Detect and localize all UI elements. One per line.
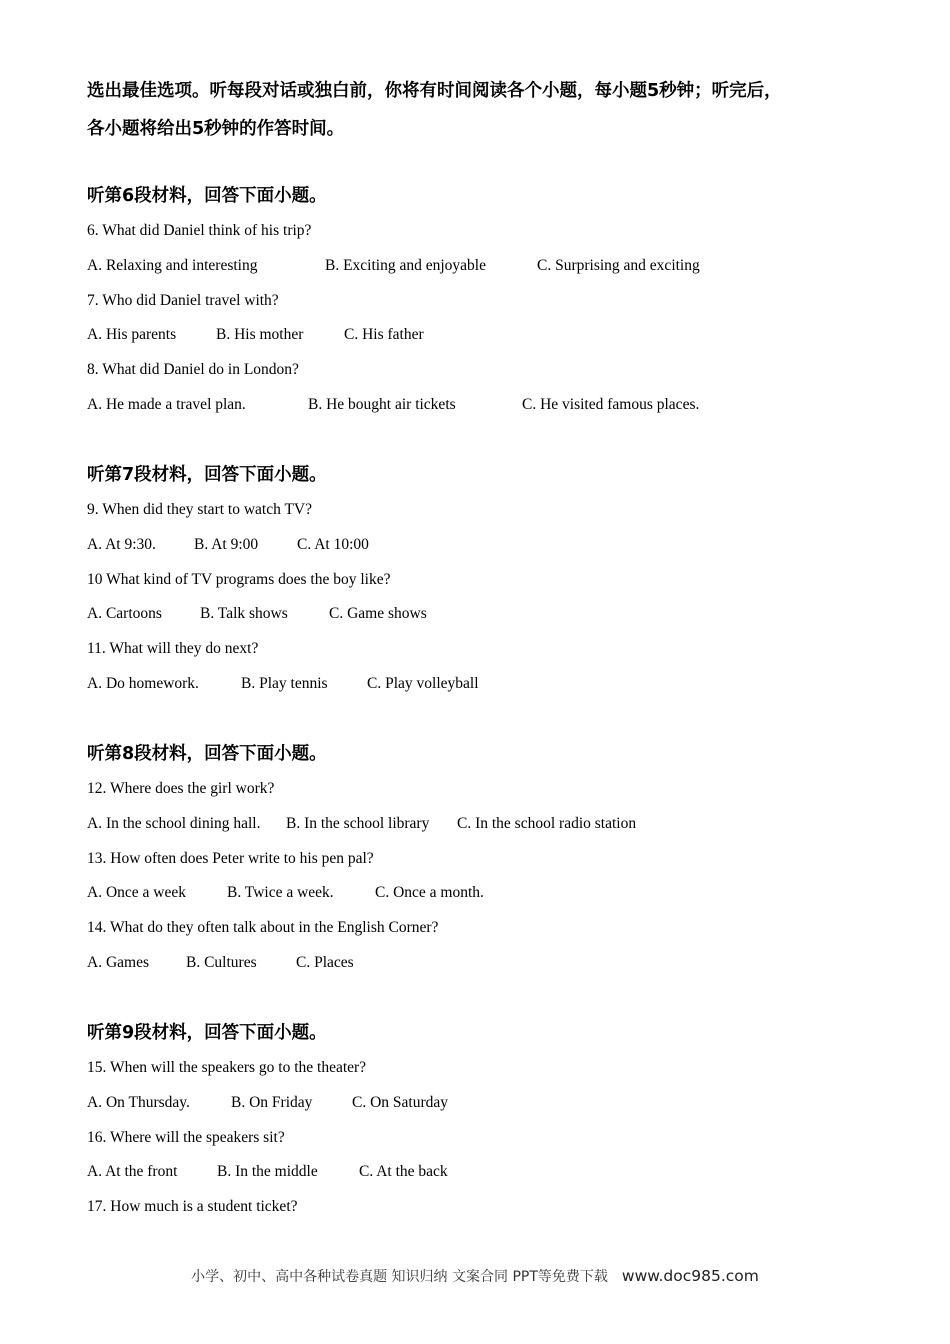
question-6: 6. What did Daniel think of his trip? xyxy=(87,222,312,239)
option-b: B. Play tennis xyxy=(241,674,328,692)
options-16 xyxy=(87,1155,448,1190)
options-8 xyxy=(87,388,700,423)
question-12: 12. Where does the girl work? xyxy=(87,780,275,797)
section-9 xyxy=(87,1015,449,1225)
options-11 xyxy=(87,667,479,702)
question-15: 15. When will the speakers go to the theater? xyxy=(87,1059,367,1076)
option-a: A. In the school dining hall. xyxy=(87,814,261,832)
option-c: C. Game shows xyxy=(329,605,427,623)
question-16: 16. Where will the speakers sit? xyxy=(87,1128,285,1146)
instructions-line-1: 选出最佳选项。听每段对话或独白前，你将有时间阅读各个小题，每小题5秒钟；听完后， xyxy=(87,81,782,101)
options-10 xyxy=(87,597,427,632)
option-c: C. At 10:00 xyxy=(297,535,369,553)
option-b: B. He bought air tickets xyxy=(308,395,456,413)
options-7 xyxy=(87,318,424,353)
option-b: B. His mother xyxy=(216,326,304,344)
option-a: A. Games xyxy=(87,953,149,971)
section-heading: 听第8段材料，回答下面小题。 xyxy=(87,744,327,764)
section-heading: 听第7段材料，回答下面小题。 xyxy=(87,465,327,485)
option-c: C. In the school radio station xyxy=(457,814,637,832)
option-b: B. Cultures xyxy=(186,953,257,971)
footer-url-link[interactable]: www.doc985.com xyxy=(621,1267,759,1285)
option-a: A. On Thursday. xyxy=(87,1093,190,1111)
question-7: 7. Who did Daniel travel with? xyxy=(87,291,279,309)
option-b: B. In the middle xyxy=(217,1163,318,1181)
section-7 xyxy=(87,457,479,702)
instructions xyxy=(87,72,887,148)
option-b: B. In the school library xyxy=(286,814,430,832)
section-heading: 听第6段材料，回答下面小题。 xyxy=(87,186,327,206)
options-6 xyxy=(87,249,700,284)
option-c: C. He visited famous places. xyxy=(522,395,700,413)
option-c: C. At the back xyxy=(359,1163,448,1181)
option-c: C. Play volleyball xyxy=(367,674,479,692)
section-6 xyxy=(87,178,700,423)
option-a: A. At the front xyxy=(87,1163,178,1181)
section-8 xyxy=(87,736,637,981)
options-15 xyxy=(87,1086,449,1121)
option-a: A. At 9:30. xyxy=(87,535,156,553)
question-8: 8. What did Daniel do in London? xyxy=(87,361,299,379)
question-11: 11. What will they do next? xyxy=(87,640,259,658)
option-b: B. At 9:00 xyxy=(194,535,259,553)
options-12 xyxy=(87,807,637,842)
section-heading: 听第9段材料，回答下面小题。 xyxy=(87,1023,327,1043)
instructions-line-2: 各小题将给出5秒钟的作答时间。 xyxy=(87,119,345,139)
option-c: C. Places xyxy=(296,953,354,971)
option-b: B. Talk shows xyxy=(200,605,288,623)
option-a: A. He made a travel plan. xyxy=(87,395,246,413)
option-a: A. Relaxing and interesting xyxy=(87,256,258,274)
option-a: A. Once a week xyxy=(87,884,186,902)
question-17: 17. How much is a student ticket? xyxy=(87,1198,298,1216)
option-c: C. His father xyxy=(344,326,424,344)
options-14 xyxy=(87,946,438,981)
option-c: C. Surprising and exciting xyxy=(537,256,700,274)
option-a: A. His parents xyxy=(87,326,177,344)
options-9 xyxy=(87,528,391,563)
footer-text: 小学、初中、高中各种试卷真题 知识归纳 文案合同 PPT等免费下载 xyxy=(191,1269,608,1285)
option-b: B. On Friday xyxy=(231,1093,313,1111)
question-9: 9. When did they start to watch TV? xyxy=(87,501,312,518)
footer-banner xyxy=(0,1266,950,1286)
question-14: 14. What do they often talk about in the English Corner? xyxy=(87,919,439,937)
question-13: 13. How often does Peter write to his pen pal? xyxy=(87,849,374,867)
option-a: A. Do homework. xyxy=(87,674,199,692)
option-c: C. Once a month. xyxy=(375,884,484,902)
option-c: C. On Saturday xyxy=(352,1093,449,1111)
option-a: A. Cartoons xyxy=(87,605,162,623)
question-10: 10 What kind of TV programs does the boy like? xyxy=(87,570,391,588)
options-13 xyxy=(87,876,484,911)
option-b: B. Exciting and enjoyable xyxy=(325,256,486,274)
option-b: B. Twice a week. xyxy=(227,884,334,902)
